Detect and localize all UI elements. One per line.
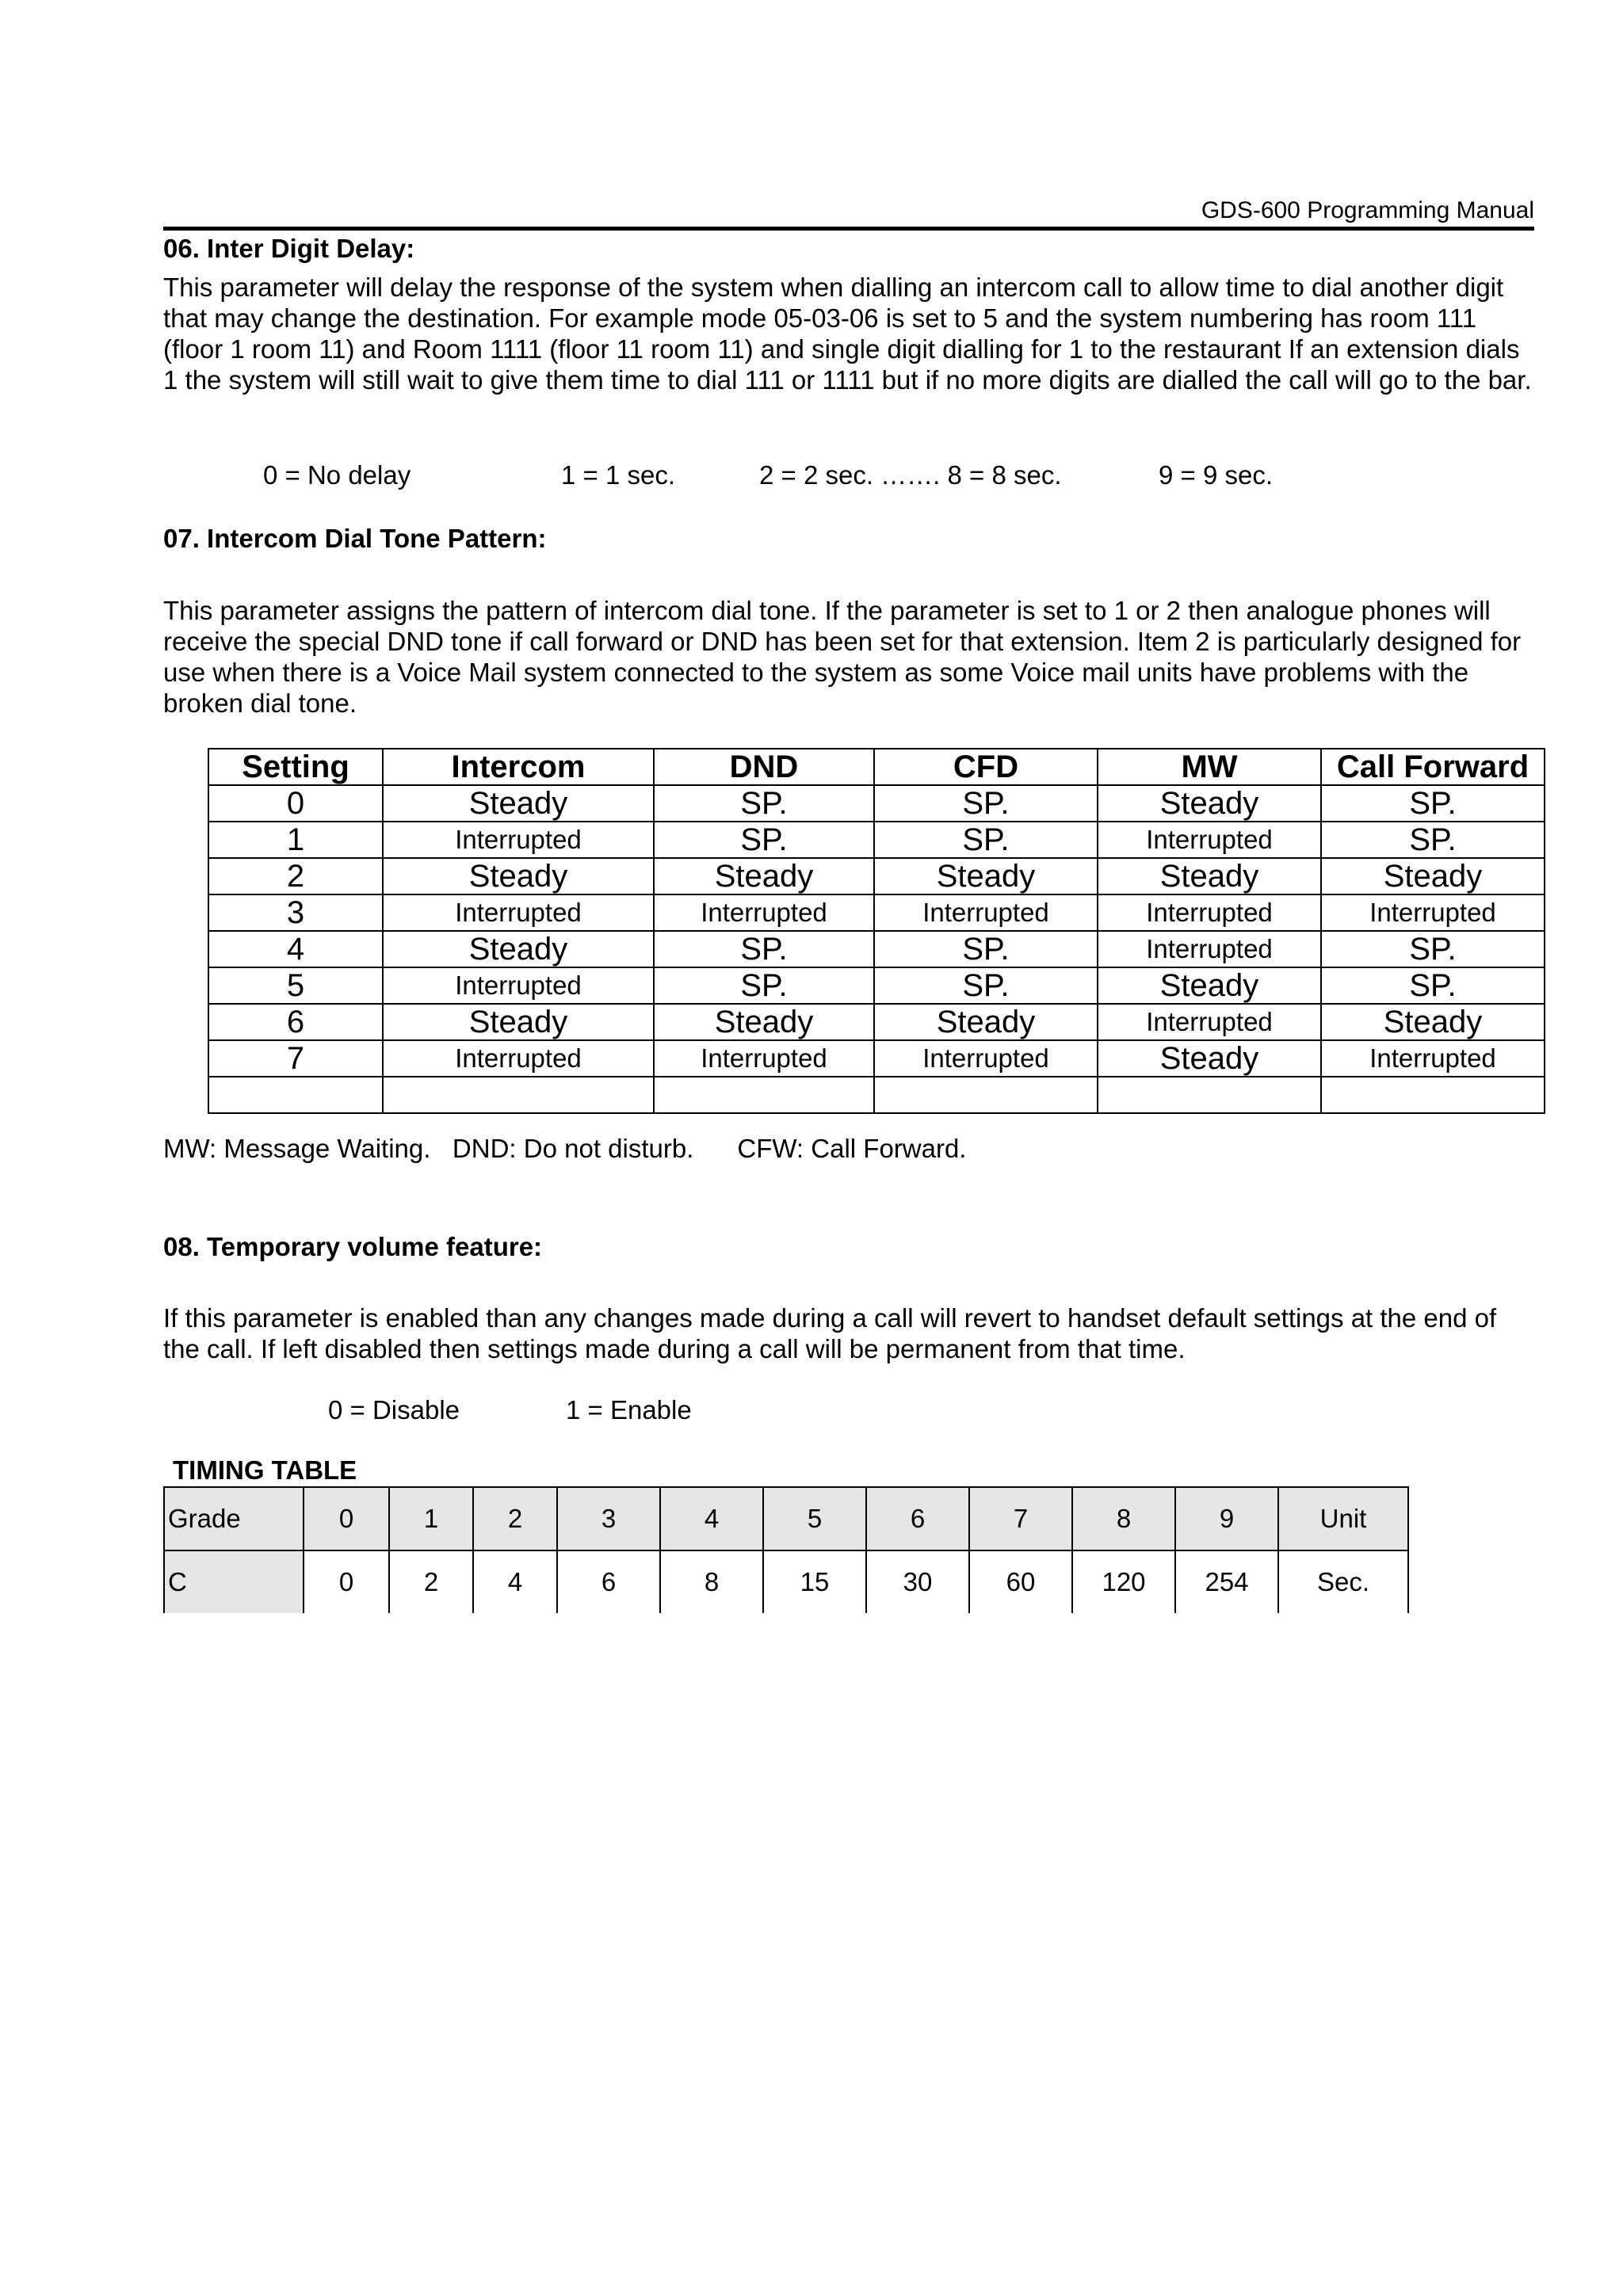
setting-cell: 5: [208, 967, 383, 1004]
tone-cell: [1098, 1077, 1321, 1113]
delay-option-9: 9 = 9 sec.: [1159, 460, 1274, 490]
tone-cell: Steady: [383, 931, 654, 967]
column-header: MW: [1098, 749, 1321, 785]
timing-table: [163, 1486, 1409, 1613]
tone-cell: [654, 1077, 874, 1113]
tone-cell: [1321, 1077, 1545, 1113]
tone-cell: Interrupted: [654, 1040, 874, 1077]
tone-cell: Steady: [1321, 1004, 1545, 1040]
timing-cell: 4: [660, 1487, 763, 1550]
setting-cell: 2: [208, 858, 383, 894]
column-header: Intercom: [383, 749, 654, 785]
section-06-heading: 06. Inter Digit Delay:: [163, 234, 415, 263]
tone-cell: Interrupted: [1098, 1004, 1321, 1040]
tone-cell: Interrupted: [383, 894, 654, 931]
dial-tone-pattern-table: [208, 748, 1545, 1114]
tone-cell: Steady: [1098, 858, 1321, 894]
timing-cell: 30: [866, 1550, 969, 1613]
tone-cell: Steady: [874, 1004, 1098, 1040]
volume-option-enable: 1 = Enable: [566, 1395, 692, 1425]
setting-cell: 6: [208, 1004, 383, 1040]
timing-cell: 60: [969, 1550, 1072, 1613]
table-row: [208, 1040, 1545, 1077]
timing-cell: 6: [557, 1550, 660, 1613]
table-legend: MW: Message Waiting. DND: Do not disturb. CFW: Call Forward.: [163, 1134, 967, 1163]
tone-cell: Steady: [383, 1004, 654, 1040]
tone-cell: SP.: [654, 967, 874, 1004]
tone-cell: Interrupted: [874, 1040, 1098, 1077]
tone-cell: SP.: [874, 931, 1098, 967]
timing-cell: 8: [1072, 1487, 1175, 1550]
table-row: [208, 858, 1545, 894]
tone-cell: Steady: [874, 858, 1098, 894]
table-row: [164, 1487, 1408, 1550]
table-row: [208, 785, 1545, 822]
table-row: [208, 822, 1545, 858]
tone-cell: Interrupted: [1321, 1040, 1545, 1077]
tone-cell: SP.: [654, 822, 874, 858]
timing-cell: 1: [389, 1487, 473, 1550]
delay-option-1: 1 = 1 sec.: [561, 460, 676, 490]
setting-cell: 0: [208, 785, 383, 822]
timing-cell: Unit: [1278, 1487, 1408, 1550]
setting-cell: 4: [208, 931, 383, 967]
column-header: CFD: [874, 749, 1098, 785]
column-header: Setting: [208, 749, 383, 785]
tone-cell: Interrupted: [383, 967, 654, 1004]
section-07-heading: 07. Intercom Dial Tone Pattern:: [163, 524, 547, 553]
header-rule: [163, 227, 1534, 231]
tone-cell: Steady: [1098, 785, 1321, 822]
tone-cell: SP.: [874, 967, 1098, 1004]
tone-cell: Steady: [383, 785, 654, 822]
timing-cell: 120: [1072, 1550, 1175, 1613]
timing-cell: 15: [763, 1550, 866, 1613]
volume-option-disable: 0 = Disable: [328, 1395, 460, 1425]
timing-cell: 9: [1175, 1487, 1278, 1550]
timing-table-title: TIMING TABLE: [173, 1455, 357, 1485]
column-header: DND: [654, 749, 874, 785]
table-row: [208, 894, 1545, 931]
tone-cell: SP.: [1321, 931, 1545, 967]
tone-cell: Interrupted: [1098, 931, 1321, 967]
tone-cell: SP.: [654, 785, 874, 822]
tone-cell: Steady: [383, 858, 654, 894]
timing-cell: 8: [660, 1550, 763, 1613]
section-08-heading: 08. Temporary volume feature:: [163, 1232, 543, 1261]
tone-cell: Interrupted: [654, 894, 874, 931]
tone-cell: Interrupted: [1098, 822, 1321, 858]
timing-cell: 7: [969, 1487, 1072, 1550]
timing-cell: 6: [866, 1487, 969, 1550]
tone-cell: Interrupted: [383, 822, 654, 858]
tone-cell: SP.: [1321, 967, 1545, 1004]
tone-cell: SP.: [1321, 822, 1545, 858]
tone-cell: SP.: [874, 822, 1098, 858]
section-08-body: If this parameter is enabled than any changes made during a call will revert to handset default settings at the end of the call. If left disabled then settings made during a call will be permanent from that time.: [163, 1303, 1497, 1363]
section-06-body: This parameter will delay the response of the system when dialling an intercom call to allow time to dial another digit that may change the destination. For example mode 05-03-06 is set to 5 and the system numbering has room 111 (floor 1 room 11) and Room 1111 (floor 11 room 11) and single digit dialling for 1 to the restaurant If an extension dials 1 the system will still wait to give them time to dial 111 or 1111 but if no more digits are dialled the call will go to the bar.: [163, 273, 1532, 395]
tone-cell: SP.: [654, 931, 874, 967]
timing-row-label: Grade: [164, 1487, 304, 1550]
tone-cell: [874, 1077, 1098, 1113]
table-row: [208, 931, 1545, 967]
tone-cell: Interrupted: [1321, 894, 1545, 931]
running-header: GDS-600 Programming Manual: [1201, 197, 1534, 223]
setting-cell: 1: [208, 822, 383, 858]
tone-cell: SP.: [874, 785, 1098, 822]
delay-option-2-8: 2 = 2 sec. ……. 8 = 8 sec.: [759, 460, 1062, 490]
timing-row-label: C: [164, 1550, 304, 1613]
tone-cell: SP.: [1321, 785, 1545, 822]
timing-cell: 2: [473, 1487, 557, 1550]
tone-cell: Steady: [1098, 1040, 1321, 1077]
timing-cell: 254: [1175, 1550, 1278, 1613]
setting-cell: 7: [208, 1040, 383, 1077]
table-header-row: [208, 749, 1545, 785]
tone-cell: Interrupted: [1098, 894, 1321, 931]
tone-cell: Steady: [1321, 858, 1545, 894]
timing-cell: 0: [304, 1487, 389, 1550]
table-row: [208, 967, 1545, 1004]
timing-cell: 4: [473, 1550, 557, 1613]
setting-cell: 3: [208, 894, 383, 931]
column-header: Call Forward: [1321, 749, 1545, 785]
timing-cell: 3: [557, 1487, 660, 1550]
table-row: [164, 1550, 1408, 1613]
timing-cell: 0: [304, 1550, 389, 1613]
table-row: [208, 1004, 1545, 1040]
timing-cell: Sec.: [1278, 1550, 1408, 1613]
tone-cell: Interrupted: [874, 894, 1098, 931]
tone-cell: [383, 1077, 654, 1113]
delay-option-0: 0 = No delay: [263, 460, 411, 490]
tone-cell: Interrupted: [383, 1040, 654, 1077]
section-07-body: This parameter assigns the pattern of intercom dial tone. If the parameter is set to 1 or 2 then analogue phones will receive the special DND tone if call forward or DND has been set for that extension. Item 2 is particularly designed for use when there is a Voice Mail system connected to the system as some Voice mail units have problems with the broken dial tone.: [163, 596, 1522, 718]
setting-cell: [208, 1077, 383, 1113]
tone-cell: Steady: [654, 1004, 874, 1040]
table-row: [208, 1077, 1545, 1113]
tone-cell: Steady: [654, 858, 874, 894]
timing-cell: 2: [389, 1550, 473, 1613]
timing-cell: 5: [763, 1487, 866, 1550]
tone-cell: Steady: [1098, 967, 1321, 1004]
